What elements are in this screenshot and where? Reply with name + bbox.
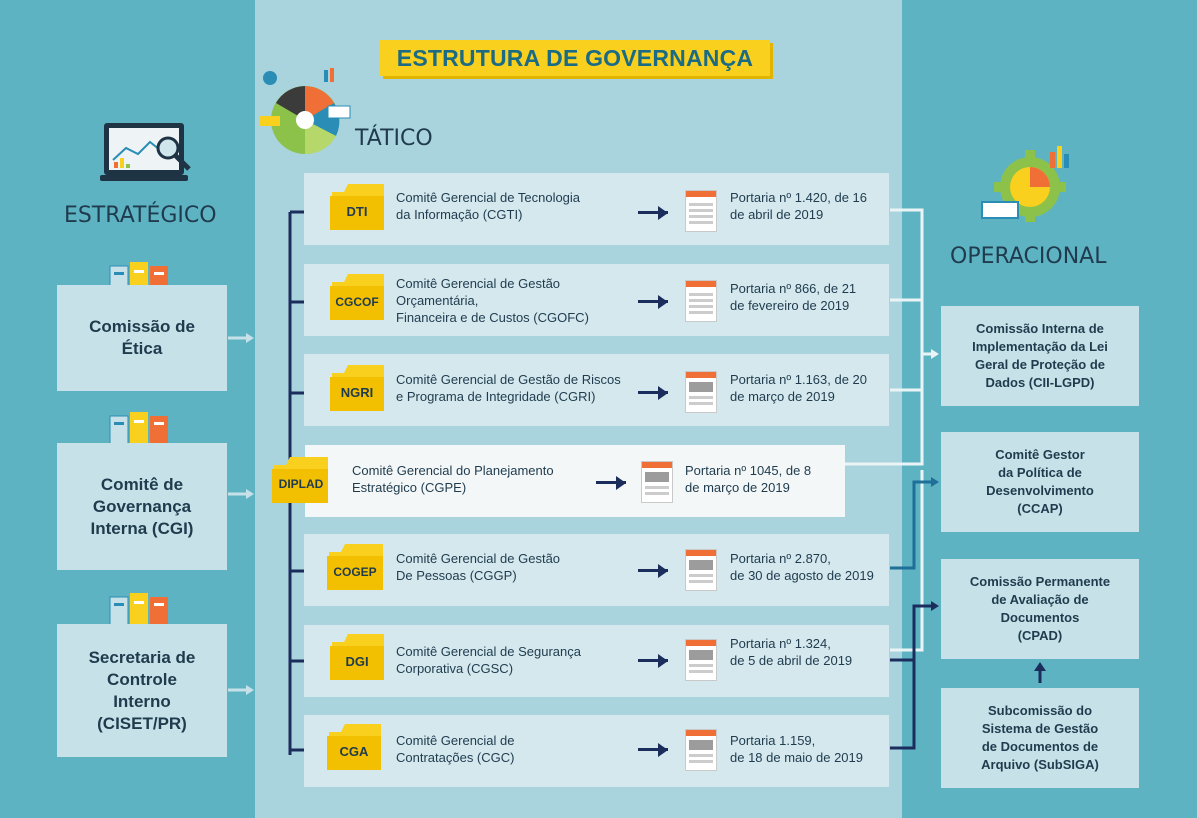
subsiga-box — [941, 688, 1139, 788]
folder-code: CGCOF — [335, 295, 379, 309]
folder-code: CGA — [339, 744, 369, 759]
row-desc: Comitê Gerencial do Planejamento Estratégico (CGPE) — [352, 463, 554, 495]
estrategico-label: ESTRATÉGICO — [64, 203, 217, 228]
document-icon — [685, 190, 717, 232]
cii-lgpd-box — [941, 306, 1139, 406]
operacional-label: OPERACIONAL — [950, 244, 1107, 269]
row-portaria: Portaria nº 866, de 21 de fevereiro de 2019 — [730, 281, 857, 313]
title-banner — [380, 40, 770, 76]
cgi-box — [57, 443, 227, 570]
folder-code: DGI — [345, 654, 369, 669]
right-box-text: Comitê Gestor da Política de Desenvolvimento (CCAP) — [986, 447, 1094, 516]
pie-chart-icon — [258, 66, 358, 158]
row-desc: Comitê Gerencial de Gestão De Pessoas (CGGP) — [396, 551, 561, 583]
folder-code: DTI — [346, 204, 368, 219]
left-box-label: Secretaria de Controle Interno (CISET/PR) — [88, 647, 196, 733]
row-desc: Comitê Gerencial de Tecnologia da Informação (CGTI) — [396, 190, 581, 222]
cpad-box — [941, 559, 1139, 659]
document-icon — [685, 280, 717, 322]
right-box-text: Comissão Interna de Implementação da Lei Geral de Proteção de Dados (CII-LGPD) — [972, 321, 1108, 390]
left-box-label: Comissão de Ética — [89, 317, 195, 358]
arrow-right-icon — [638, 748, 668, 751]
folder-code: NGRI — [340, 385, 374, 400]
tatico-label: TÁTICO — [355, 126, 433, 151]
page-title: ESTRUTURA DE GOVERNANÇA — [396, 44, 754, 71]
laptop-chart-icon — [98, 120, 198, 186]
document-icon — [685, 639, 717, 681]
ciset-box — [57, 624, 227, 757]
arrow-right-icon — [638, 300, 668, 303]
folder-code: COGEP — [333, 565, 377, 579]
row-portaria: Portaria nº 1.163, de 20 de março de 2019 — [730, 372, 868, 404]
arrow-right-icon — [638, 391, 668, 394]
document-icon — [641, 461, 673, 503]
row-desc: Comitê Gerencial de Gestão Orçamentária, Financeira e de Custos (CGOFC) — [396, 276, 589, 325]
right-box-text: Subcomissão do Sistema de Gestão de Documentos de Arquivo (SubSIGA) — [981, 703, 1099, 772]
right-box-text: Comissão Permanente de Avaliação de Documentos (CPAD) — [969, 574, 1111, 643]
document-icon — [685, 549, 717, 591]
row-desc: Comitê Gerencial de Segurança Corporativa (CGSC) — [396, 644, 581, 676]
arrow-right-icon — [596, 481, 626, 484]
gear-chart-icon — [980, 142, 1090, 224]
left-box-label: Comitê de Governança Interna (CGI) — [90, 474, 194, 538]
arrow-right-icon — [638, 211, 668, 214]
document-icon — [685, 729, 717, 771]
row-portaria: Portaria nº 1.420, de 16 de abril de 2019 — [730, 190, 868, 222]
row-portaria: Portaria nº 2.870, de 30 de agosto de 2019 — [730, 551, 874, 583]
ccap-box — [941, 432, 1139, 532]
row-portaria: Portaria nº 1.324, de 5 de abril de 2019 — [730, 636, 853, 668]
document-icon — [685, 371, 717, 413]
folder-code: DIPLAD — [278, 477, 324, 491]
row-portaria: Portaria 1.159, de 18 de maio de 2019 — [730, 733, 863, 765]
arrow-right-icon — [638, 569, 668, 572]
row-portaria: Portaria nº 1045, de 8 de março de 2019 — [685, 463, 812, 495]
comissao-etica-box — [57, 285, 227, 391]
row-desc: Comitê Gerencial de Gestão de Riscos e Programa de Integridade (CGRI) — [396, 372, 621, 404]
arrow-right-icon — [638, 659, 668, 662]
row-desc: Comitê Gerencial de Contratações (CGC) — [396, 733, 515, 765]
